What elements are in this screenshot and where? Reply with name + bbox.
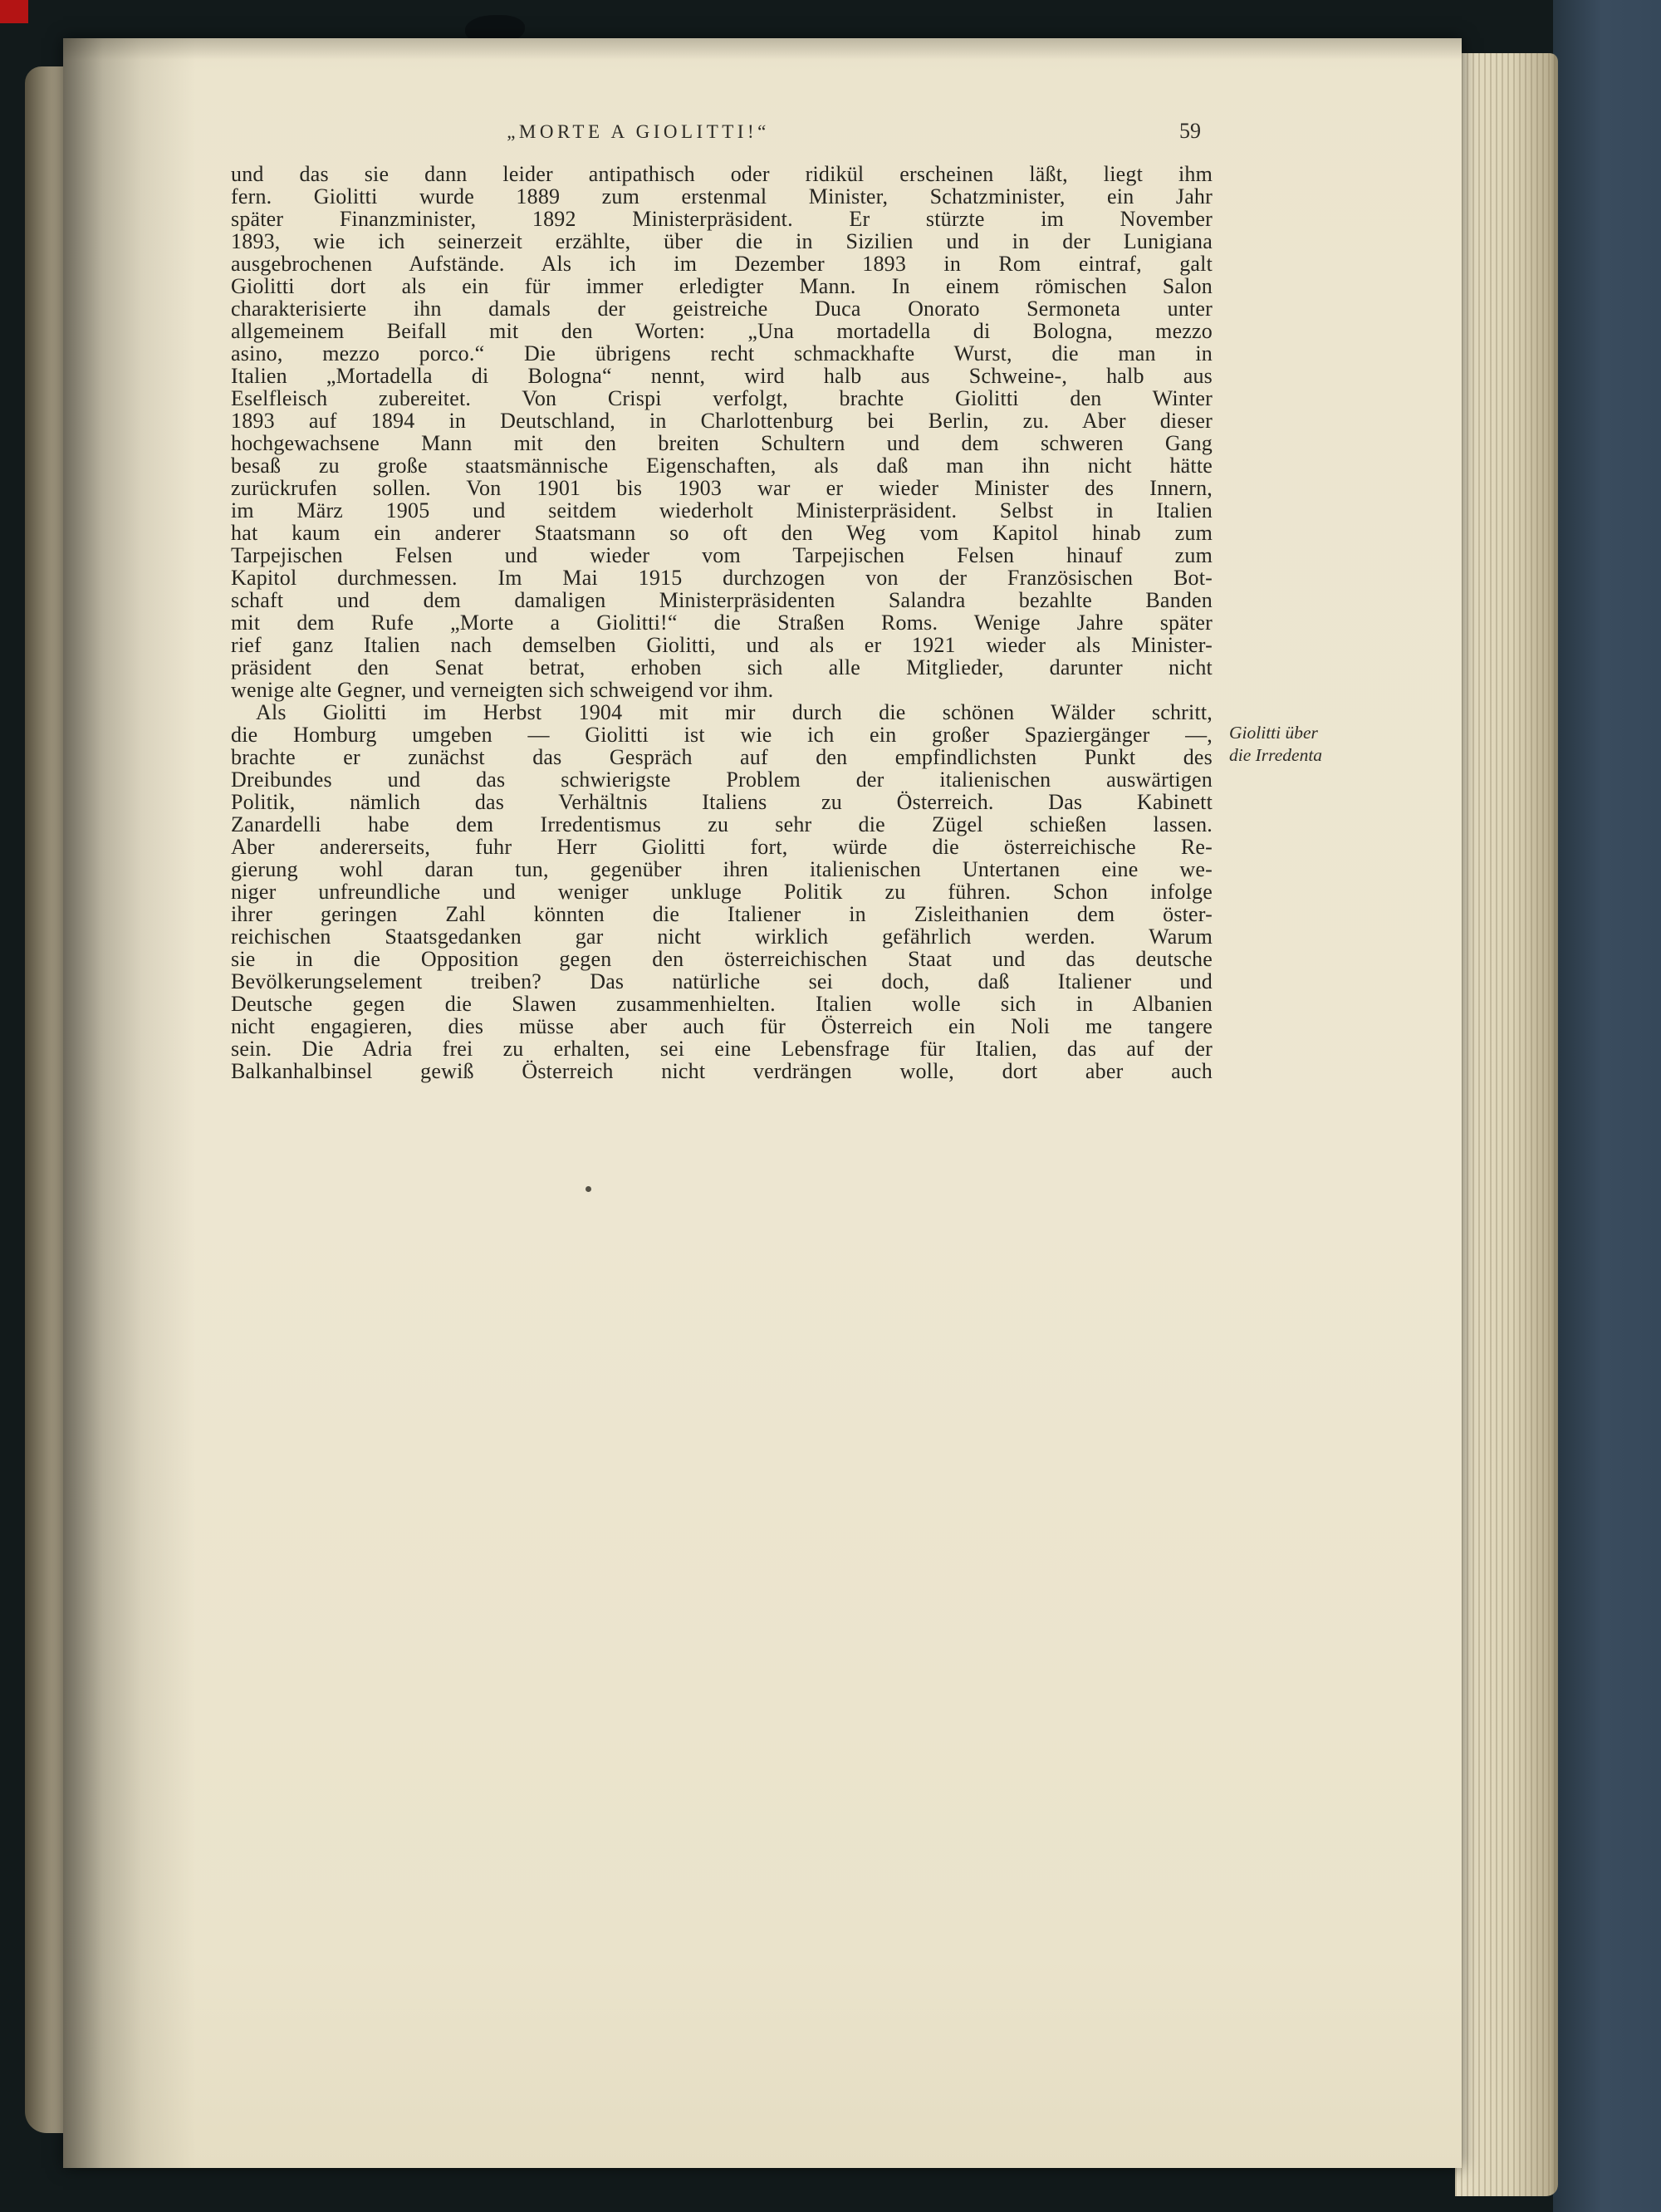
- text-line: und das sie dann leider antipathisch oder ridikül erscheinen läßt, liegt ihm: [231, 162, 1213, 186]
- text-line: Dreibundes und das schwierigste Problem der italienischen auswärtigen: [231, 768, 1213, 792]
- body-text: [231, 163, 1213, 1082]
- text-line: Politik, nämlich das Verhältnis Italiens zu Österreich. Das Kabinett: [231, 790, 1213, 814]
- text-line: 1893, wie ich seinerzeit erzählte, über die in Sizilien und in der Lunigiana: [231, 229, 1213, 253]
- page-number: 59: [1179, 119, 1201, 143]
- text-line: die Homburg umgeben — Giolitti ist wie ich ein großer Spaziergänger —,: [231, 723, 1213, 747]
- text-line: Als Giolitti im Herbst 1904 mit mir durch die schönen Wälder schritt,: [256, 700, 1213, 724]
- text-line: Balkanhalbinsel gewiß Österreich nicht verdrängen wolle, dort aber auch: [231, 1059, 1213, 1083]
- text-line: Tarpejischen Felsen und wieder vom Tarpejischen Felsen hinauf zum: [231, 543, 1213, 567]
- text-line: rief ganz Italien nach demselben Giolitti, und als er 1921 wieder als Minister-: [231, 633, 1213, 657]
- running-title: „MORTE A GIOLITTI!“: [507, 121, 770, 142]
- text-line: ausgebrochenen Aufstände. Als ich im Dezember 1893 in Rom eintraf, galt: [231, 252, 1213, 276]
- text-line: 1893 auf 1894 in Deutschland, in Charlottenburg bei Berlin, zu. Aber dieser: [231, 409, 1213, 433]
- text-line: Giolitti dort als ein für immer erledigter Mann. In einem römischen Salon: [231, 274, 1213, 298]
- gutter-shadow: [63, 38, 196, 2168]
- text-line: sie in die Opposition gegen den österreichischen Staat und das deutsche: [231, 947, 1213, 971]
- text-line: niger unfreundliche und weniger unkluge Politik zu führen. Schon infolge: [231, 880, 1213, 904]
- text-line: reichischen Staatsgedanken gar nicht wirklich gefährlich werden. Warum: [231, 925, 1213, 949]
- ink-speck: [586, 1186, 591, 1192]
- text-line: Italien „Mortadella di Bologna“ nennt, wird halb aus Schweine-, halb aus: [231, 364, 1213, 388]
- text-line: im März 1905 und seitdem wiederholt Ministerpräsident. Selbst in Italien: [231, 498, 1213, 522]
- margin-note: [1229, 722, 1450, 767]
- page-edges-stack: [1455, 53, 1558, 2196]
- text-line: Eselfleisch zubereitet. Von Crispi verfolgt, brachte Giolitti den Winter: [231, 386, 1213, 410]
- text-line: Zanardelli habe dem Irredentismus zu sehr die Zügel schießen lassen.: [231, 812, 1213, 836]
- text-line: präsident den Senat betrat, erhoben sich alle Mitglieder, darunter nicht: [231, 655, 1213, 679]
- text-line: mit dem Rufe „Morte a Giolitti!“ die Straßen Roms. Wenige Jahre später: [231, 611, 1213, 635]
- text-line: Aber andererseits, fuhr Herr Giolitti fort, würde die österreichische Re-: [231, 835, 1213, 859]
- text-line: hat kaum ein anderer Staatsmann so oft den Weg vom Kapitol hinab zum: [231, 521, 1213, 545]
- page-header: [231, 121, 1213, 151]
- margin-note-line-1: Giolitti über: [1229, 723, 1318, 743]
- book-cover-edge: [1553, 0, 1661, 2212]
- text-line: besaß zu große staatsmännische Eigenschaften, als daß man ihn nicht hätte: [231, 454, 1213, 478]
- text-line: charakterisierte ihn damals der geistreiche Duca Onorato Sermoneta unter: [231, 297, 1213, 321]
- text-line: wenige alte Gegner, und verneigten sich schweigend vor ihm.: [231, 678, 774, 702]
- book-page: [63, 38, 1462, 2168]
- text-line: schaft und dem damaligen Ministerpräsidenten Salandra bezahlte Banden: [231, 588, 1213, 612]
- text-line: sein. Die Adria frei zu erhalten, sei eine Lebensfrage für Italien, das auf der: [231, 1037, 1213, 1061]
- corner-red-mark: [0, 0, 28, 23]
- gutter-page-edges: [25, 66, 68, 2133]
- text-line: Deutsche gegen die Slawen zusammenhielten. Italien wolle sich in Albanien: [231, 992, 1213, 1016]
- margin-note-line-2: die Irredenta: [1229, 745, 1323, 765]
- text-line: hochgewachsene Mann mit den breiten Schultern und dem schweren Gang: [231, 431, 1213, 455]
- text-line: asino, mezzo porco.“ Die übrigens recht schmackhafte Wurst, die man in: [231, 341, 1213, 365]
- text-line: ihrer geringen Zahl könnten die Italiener in Zisleithanien dem öster-: [231, 902, 1213, 926]
- text-line: gierung wohl daran tun, gegenüber ihren italienischen Untertanen eine we-: [231, 857, 1213, 881]
- page-top-shade: [63, 38, 1462, 60]
- text-line: Kapitol durchmessen. Im Mai 1915 durchzogen von der Französischen Bot-: [231, 566, 1213, 590]
- text-line: zurückrufen sollen. Von 1901 bis 1903 war er wieder Minister des Innern,: [231, 476, 1213, 500]
- text-line: brachte er zunächst das Gespräch auf den empfindlichsten Punkt des: [231, 745, 1213, 769]
- text-line: Bevölkerungselement treiben? Das natürliche sei doch, daß Italiener und: [231, 969, 1213, 993]
- text-line: später Finanzminister, 1892 Ministerpräsident. Er stürzte im November: [231, 207, 1213, 231]
- text-line: fern. Giolitti wurde 1889 zum erstenmal Minister, Schatzminister, ein Jahr: [231, 184, 1213, 208]
- text-line: allgemeinem Beifall mit den Worten: „Una mortadella di Bologna, mezzo: [231, 319, 1213, 343]
- text-line: nicht engagieren, dies müsse aber auch für Österreich ein Noli me tangere: [231, 1014, 1213, 1038]
